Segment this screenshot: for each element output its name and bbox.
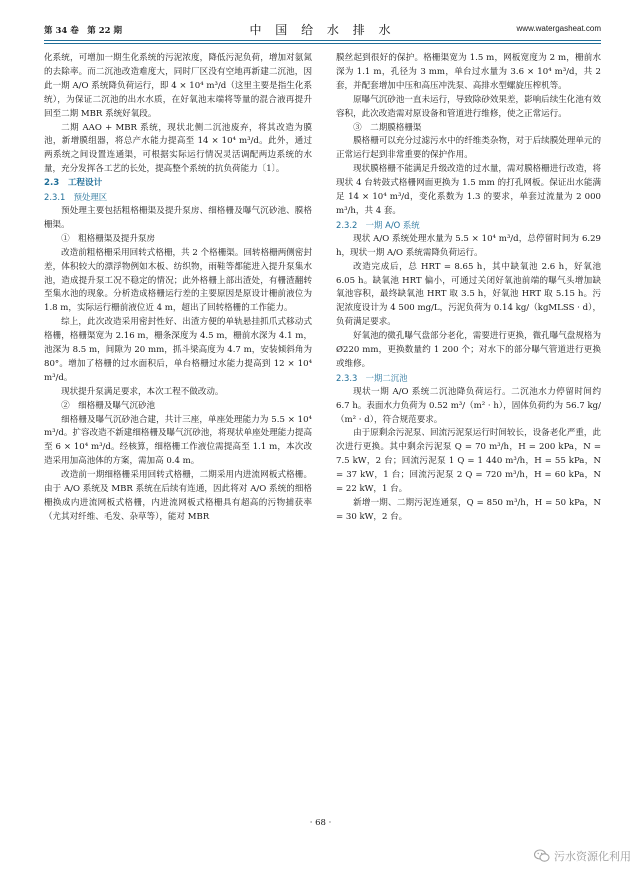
watermark-text: 污水资源化利用 xyxy=(554,850,631,863)
paragraph: ③ 二期膜格栅渠 xyxy=(353,122,422,133)
paragraph: 综上，此次改造采用密封性好、出渣方便的单轨悬挂抓爪式移动式格栅，格栅渠宽为 2.16 m，栅条深度为 4.5 m，栅前水深为 4.1 m，池深为 8.5 m，间隙为 20 mm，抓斗梁高度为 4.7 m，安装倾斜角为 80°。增加了格栅的过水面积后，单台格栅过水能力提高到 12 × 10⁴ m³/d。 xyxy=(44,317,312,383)
volume-issue: 第 34 卷 第 22 期 xyxy=(44,26,122,36)
paragraph: 二期 AAO + MBR 系统，现状北侧二沉池废弃，将其改造为膜池，新增膜组器，将总产水能力提高至 14 × 10⁴ m³/d。此外，通过两系统之间设置连通渠，可根据实际运行情况灵活调配两边系统的水量，充分发挥各工艺的长处，提高整个系统的抗负荷能力〔1〕。 xyxy=(44,122,312,175)
paragraph: 改造前粗格栅采用回转式格栅，共 2 个格栅渠。回转格栅两侧密封差，体积较大的漂浮物例如木板、纺织物，雨鞋等都能进入提升泵集水池，造成提升泵工况不稳定的情况；此外格栅上部出渣处，有栅渣翻转至集水池的现象。分析造成格栅运行差的主要原因是原设计栅前液位为 1.8 m，实际运行栅前液位近 4 m，超出了回转格栅的工作能力。 xyxy=(44,247,312,314)
watermark xyxy=(534,848,631,864)
journal-title: 中 国 给 水 排 水 xyxy=(249,23,396,37)
paragraph: 现状一期 A/O 系统二沉池降负荷运行。二沉池水力停留时间约 6.7 h。表面水力负荷为 0.52 m³/（m² · h），固体负荷约为 56.7 kg/（m² · d），符合规范要求。 xyxy=(336,386,601,425)
left-column xyxy=(44,52,312,525)
paragraph: ② 细格栅及曝气沉砂池 xyxy=(61,400,156,411)
paragraph: 原曝气沉砂池一直未运行，导致除砂效果差，影响后续生化池有效容积，此次改造需对原设备和管道进行维修，使之正常运行。 xyxy=(336,94,601,119)
section-heading: 2.3 工程设计 xyxy=(44,178,103,189)
right-column xyxy=(336,52,601,525)
journal-url[interactable]: www.watergasheat.com xyxy=(516,24,601,33)
paragraph: 好氧池的微孔曝气盘部分老化，需要进行更换，微孔曝气盘规格为 Ø220 mm，更换数量约 1 200 个；对水下的部分曝气管道进行更换或维修。 xyxy=(336,331,601,369)
paragraph: 改造前一期细格栅采用回转式格栅，二期采用内进流网板式格栅。由于 A/O 系统及 MBR 系统在后续有连通，因此将对 A/O 系统的细格栅换成内进流网板式格栅，内进流网板式格栅具有超高的污物捕获率（尤其对纤维、毛发、杂草等），能对 MBR xyxy=(44,470,312,522)
paragraph: 改造完成后，总 HRT = 8.65 h，其中缺氧池 2.6 h，好氧池 6.05 h。缺氧池 HRT 偏小，可通过关闭好氧池前端的曝气头增加缺氧池容积，最终缺氧池 HRT 取 3.5 h，好氧池 HRT 取 5.15 h。污泥浓度设计为 4 500 mg/L，污泥负荷为 0.14 kg/（kgMLSS · d），负荷满足要求。 xyxy=(336,261,601,328)
header-rule-thin xyxy=(44,43,601,44)
paragraph: 膜丝起到很好的保护。格栅渠宽为 1.5 m，网板宽度为 2 m，栅前水深为 1.1 m，孔径为 3 mm，单台过水量为 3.6 × 10⁴ m³/d，共 2 套，并配套增加中压和高压冲洗泵、高排水型螺旋压榨机等。 xyxy=(336,53,601,91)
paragraph: 膜格栅可以充分过滤污水中的纤维类杂物，对于后续膜处理单元的正常运行起到非常重要的保护作用。 xyxy=(336,136,601,161)
paragraph: 现状膜格栅不能满足升级改造的过水量，需对膜格栅进行改造，将现状 4 台转鼓式格栅网面更换为 1.5 mm 的打孔网板。保证出水能满足 14 × 10⁴ m³/d，变化系数为 1.3 的要求，单套过流量为 2 000 m³/h，共 4 套。 xyxy=(336,164,601,216)
page-header xyxy=(44,18,601,40)
paragraph: 现状提升泵满足要求，本次工程不做改动。 xyxy=(61,386,224,397)
paragraph: 现状 A/O 系统处理水量为 5.5 × 10⁴ m³/d，总停留时间为 6.29 h，现状一期 A/O 系统需降负荷运行。 xyxy=(336,233,601,258)
paragraph: 细格栅及曝气沉砂池合建，共计三座，单座处理能力为 5.5 × 10⁴ m³/d。扩容改造不新建细格栅及曝气沉砂池，将现状单座处理能力提高至 6 × 10⁴ m³/d。经核算，细格栅工作液位需提高至 1.1 m，本次改造采用加高池体的方案，需加高 0.4 m。 xyxy=(44,414,312,467)
paragraph: ① 粗格栅渠及提升泵房 xyxy=(61,233,156,244)
paragraph: 由于原剩余污泥泵、回流污泥泵运行时间较长，设备老化严重，此次进行更换。其中剩余污泥泵 Q = 70 m³/h，H = 200 kPa，N = 7.5 kW，2 台；回流污泥泵 1 Q = 1 440 m³/h，H = 55 kPa，N = 37 kW，1 台；回流污泥泵 2 Q = 720 m³/h，H = 60 kPa，N = 22 kW，1 台。 xyxy=(336,428,601,495)
page-number: · 68 · xyxy=(309,818,332,828)
paragraph: 预处理主要包括粗格栅渠及提升泵房、细格栅及曝气沉砂池、膜格栅渠。 xyxy=(44,205,312,230)
subsection-heading: 2.3.3 一期二沉池 xyxy=(336,372,408,383)
header-rule xyxy=(44,40,601,41)
paragraph: 化系统，可增加一期生化系统的污泥浓度，降低污泥负荷，增加对氨氮的去除率。而二沉池改造难度大，同时厂区没有空地再新建二沉池，因此一期 A/O 系统降负荷运行，即 4 × 10⁴ m³/d（这里主要是指生化系统），为保证二沉池的出水水质，在好氧池末端将等量的混合液再提升回至二期 MBR 系统好氧段。 xyxy=(44,53,312,119)
paragraph: 新增一期、二期污泥连通泵，Q = 850 m³/h，H = 50 kPa，N = 30 kW，2 台。 xyxy=(336,498,601,522)
subsection-heading: 2.3.2 一期 A/O 系统 xyxy=(336,219,420,230)
subsection-heading: 2.3.1 预处理区 xyxy=(44,192,108,203)
wechat-icon xyxy=(534,849,550,863)
